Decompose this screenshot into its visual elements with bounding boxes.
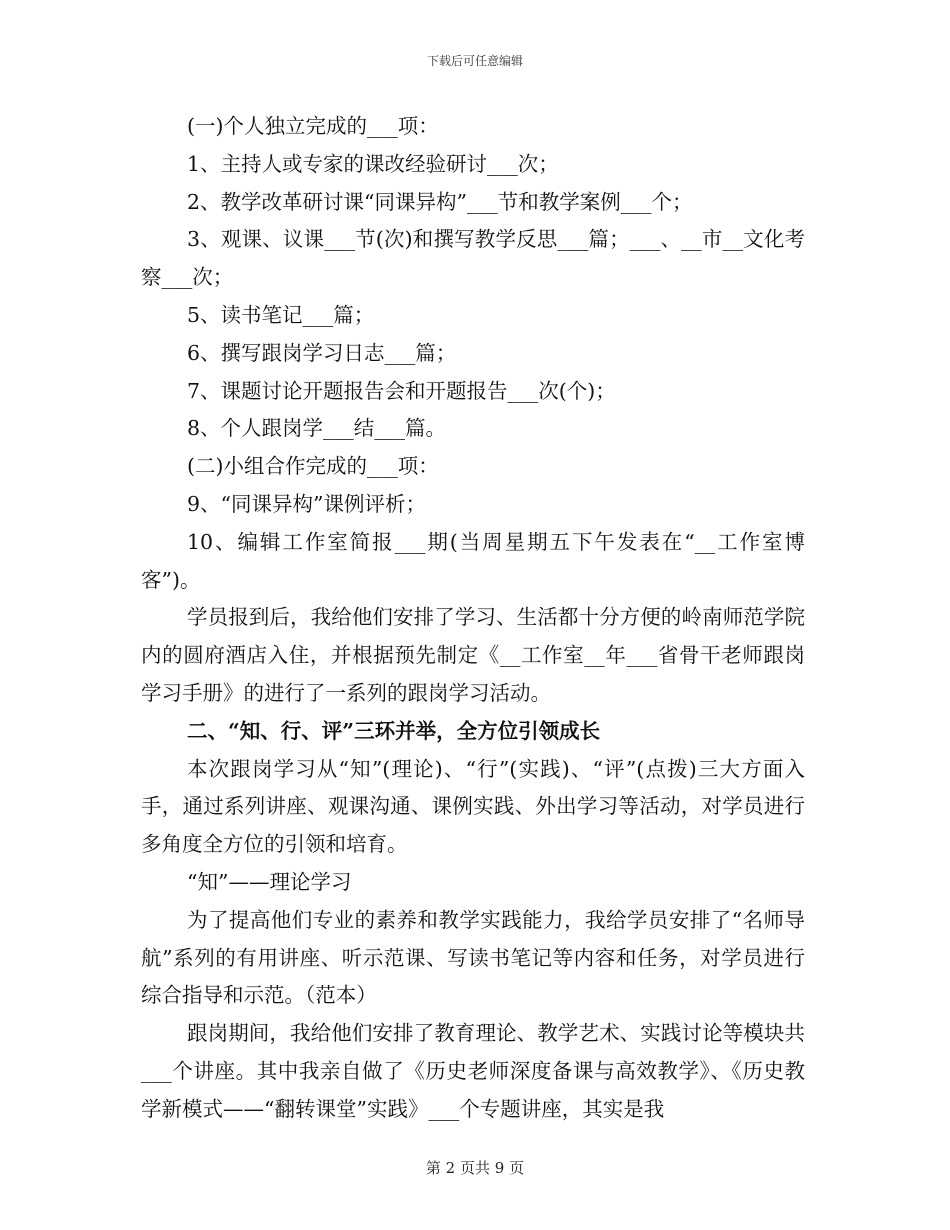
paragraph-3: 2、教学改革研讨课“同课异构”___节和教学案例___个； — [187, 189, 693, 214]
paragraph-6: 6、撰写跟岗学习日志___篇； — [187, 340, 457, 365]
paragraph-8: 8、个人跟岗学___结___篇。 — [187, 416, 447, 441]
page-footer: 第 2 页共 9 页 — [425, 1159, 525, 1177]
document-body — [141, 108, 805, 1129]
paragraph-2: 1、主持人或专家的课改经验研讨___次； — [187, 151, 559, 176]
paragraph-7: 7、课题讨论开题报告会和开题报告___次(个)； — [187, 378, 616, 403]
page-header: 下载后可任意编辑 — [426, 54, 523, 68]
paragraph-10: 9、“同课异构”课例评析； — [187, 491, 427, 516]
paragraph-11: 10、编辑工作室简报___期(当周星期五下午发表在“__工作室博客”)。 — [141, 529, 805, 592]
paragraph-16: 为了提高他们专业的素养和教学实践能力，我给学员安排了“名师导航”系列的有用讲座、听示范课、写读书笔记等内容和任务，对学员进行综合指导和示范。（范本） — [141, 907, 805, 1008]
paragraph-17: 跟岗期间，我给他们安排了教育理论、教学艺术、实践讨论等模块共___个讲座。其中我亲自做了《历史老师深度备课与高效教学》、《历史教学新模式——“翻转课堂”实践》___个专题讲座，其实是我 — [141, 1021, 805, 1121]
section-heading: 二、“知、行、评”三环并举，全方位引领成长 — [187, 718, 601, 743]
paragraph-4: 3、观课、议课___节(次)和撰写教学反思___篇；___、__市__文化考察___次； — [141, 227, 805, 290]
paragraph-12: 学员报到后，我给他们安排了学习、生活都十分方便的岭南师范学院内的圆府酒店入住，并根据预先制定《__工作室__年___省骨干老师跟岗学习手册》的进行了一系列的跟岗学习活动。 — [141, 605, 805, 705]
paragraph-9: (二)小组合作完成的___项： — [187, 454, 439, 479]
subheading-theory: “知”——理论学习 — [187, 869, 352, 894]
paragraph-1: (一)个人独立完成的___项： — [187, 114, 439, 138]
paragraph-5: 5、读书笔记___篇； — [187, 302, 375, 327]
paragraph-14: 本次跟岗学习从“知”(理论)、“行”(实践)、“评”(点拨)三大方面入手，通过系列讲座、观课沟通、课例实践、外出学习等活动，对学员进行多角度全方位的引领和培育。 — [141, 756, 805, 857]
